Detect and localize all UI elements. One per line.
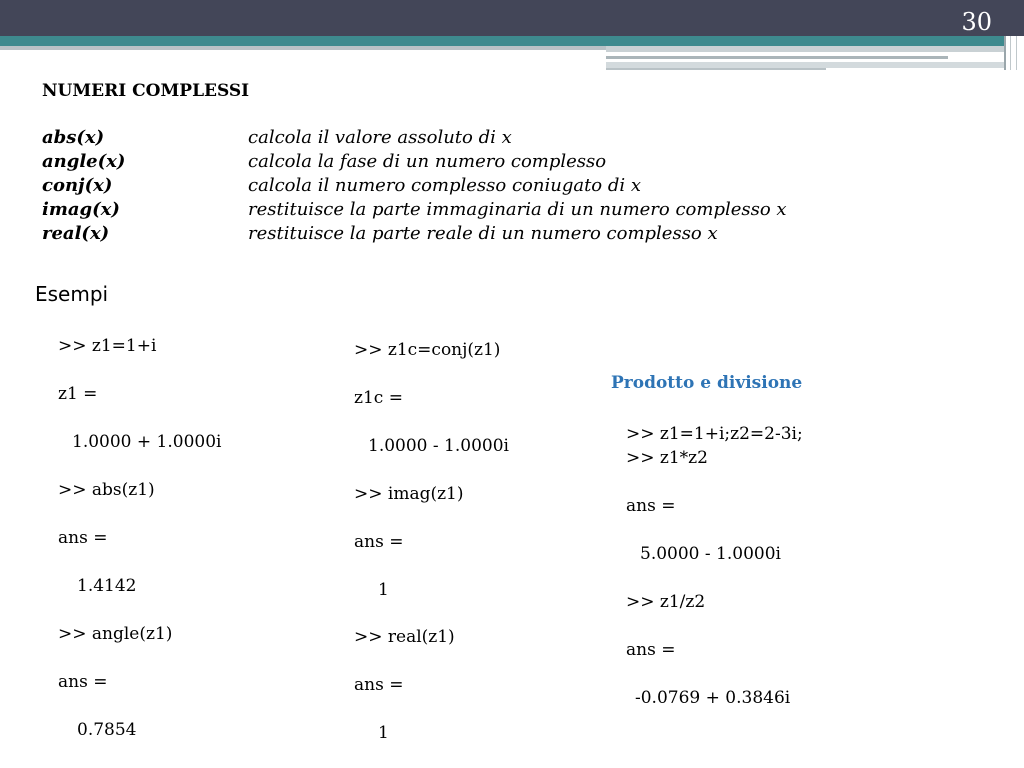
function-description: restituisce la parte immaginaria di un numero complesso x — [248, 199, 787, 220]
code-line: >> angle(z1) — [58, 624, 173, 644]
code-line: 5.0000 - 1.0000i — [640, 544, 781, 564]
code-line: >> real(z1) — [354, 627, 455, 647]
code-line: >> z1c=conj(z1) — [354, 340, 501, 360]
code-line: >> z1=1+i — [58, 336, 157, 356]
code-line: >> z1*z2 — [626, 448, 708, 468]
header-accent-band — [0, 36, 1004, 46]
function-name: imag(x) — [42, 199, 120, 220]
function-description: calcola la fase di un numero complesso — [248, 151, 607, 172]
code-line: 1.0000 - 1.0000i — [368, 436, 509, 456]
page-number: 30 — [961, 8, 992, 36]
code-line: ans = — [58, 528, 108, 548]
code-line: >> imag(z1) — [354, 484, 464, 504]
code-line: ans = — [626, 496, 676, 516]
code-line: z1c = — [354, 388, 403, 408]
header-rule — [1010, 36, 1011, 70]
section-title: NUMERI COMPLESSI — [42, 81, 250, 101]
function-name: angle(x) — [42, 151, 126, 172]
function-description: restituisce la parte reale di un numero complesso x — [248, 223, 718, 244]
code-line: -0.0769 + 0.3846i — [635, 688, 791, 708]
code-line: ans = — [354, 675, 404, 695]
code-line: 1.0000 + 1.0000i — [72, 432, 222, 452]
code-line: 1 — [378, 723, 389, 743]
code-line: ans = — [354, 532, 404, 552]
code-line: >> z1=1+i;z2=2-3i; — [626, 424, 803, 444]
header-rule — [1016, 36, 1017, 70]
examples-title: Esempi — [35, 282, 109, 306]
header-band — [0, 0, 1024, 36]
function-description: calcola il numero complesso coniugato di x — [248, 175, 642, 196]
header-rule — [606, 56, 948, 59]
code-line: >> z1/z2 — [626, 592, 706, 612]
header-rule — [606, 46, 1004, 52]
function-name: real(x) — [42, 223, 110, 244]
header-rule — [1004, 36, 1006, 70]
code-line: ans = — [626, 640, 676, 660]
function-name: abs(x) — [42, 127, 105, 148]
code-line: >> abs(z1) — [58, 480, 155, 500]
subsection-title: Prodotto e divisione — [611, 373, 803, 393]
header-rule — [606, 68, 826, 70]
code-line: 1.4142 — [77, 576, 137, 596]
code-line: 1 — [378, 580, 389, 600]
code-line: ans = — [58, 672, 108, 692]
code-line: 0.7854 — [77, 720, 137, 740]
function-description: calcola il valore assoluto di x — [248, 127, 512, 148]
code-line: z1 = — [58, 384, 98, 404]
function-name: conj(x) — [42, 175, 113, 196]
header-rule — [0, 46, 606, 50]
